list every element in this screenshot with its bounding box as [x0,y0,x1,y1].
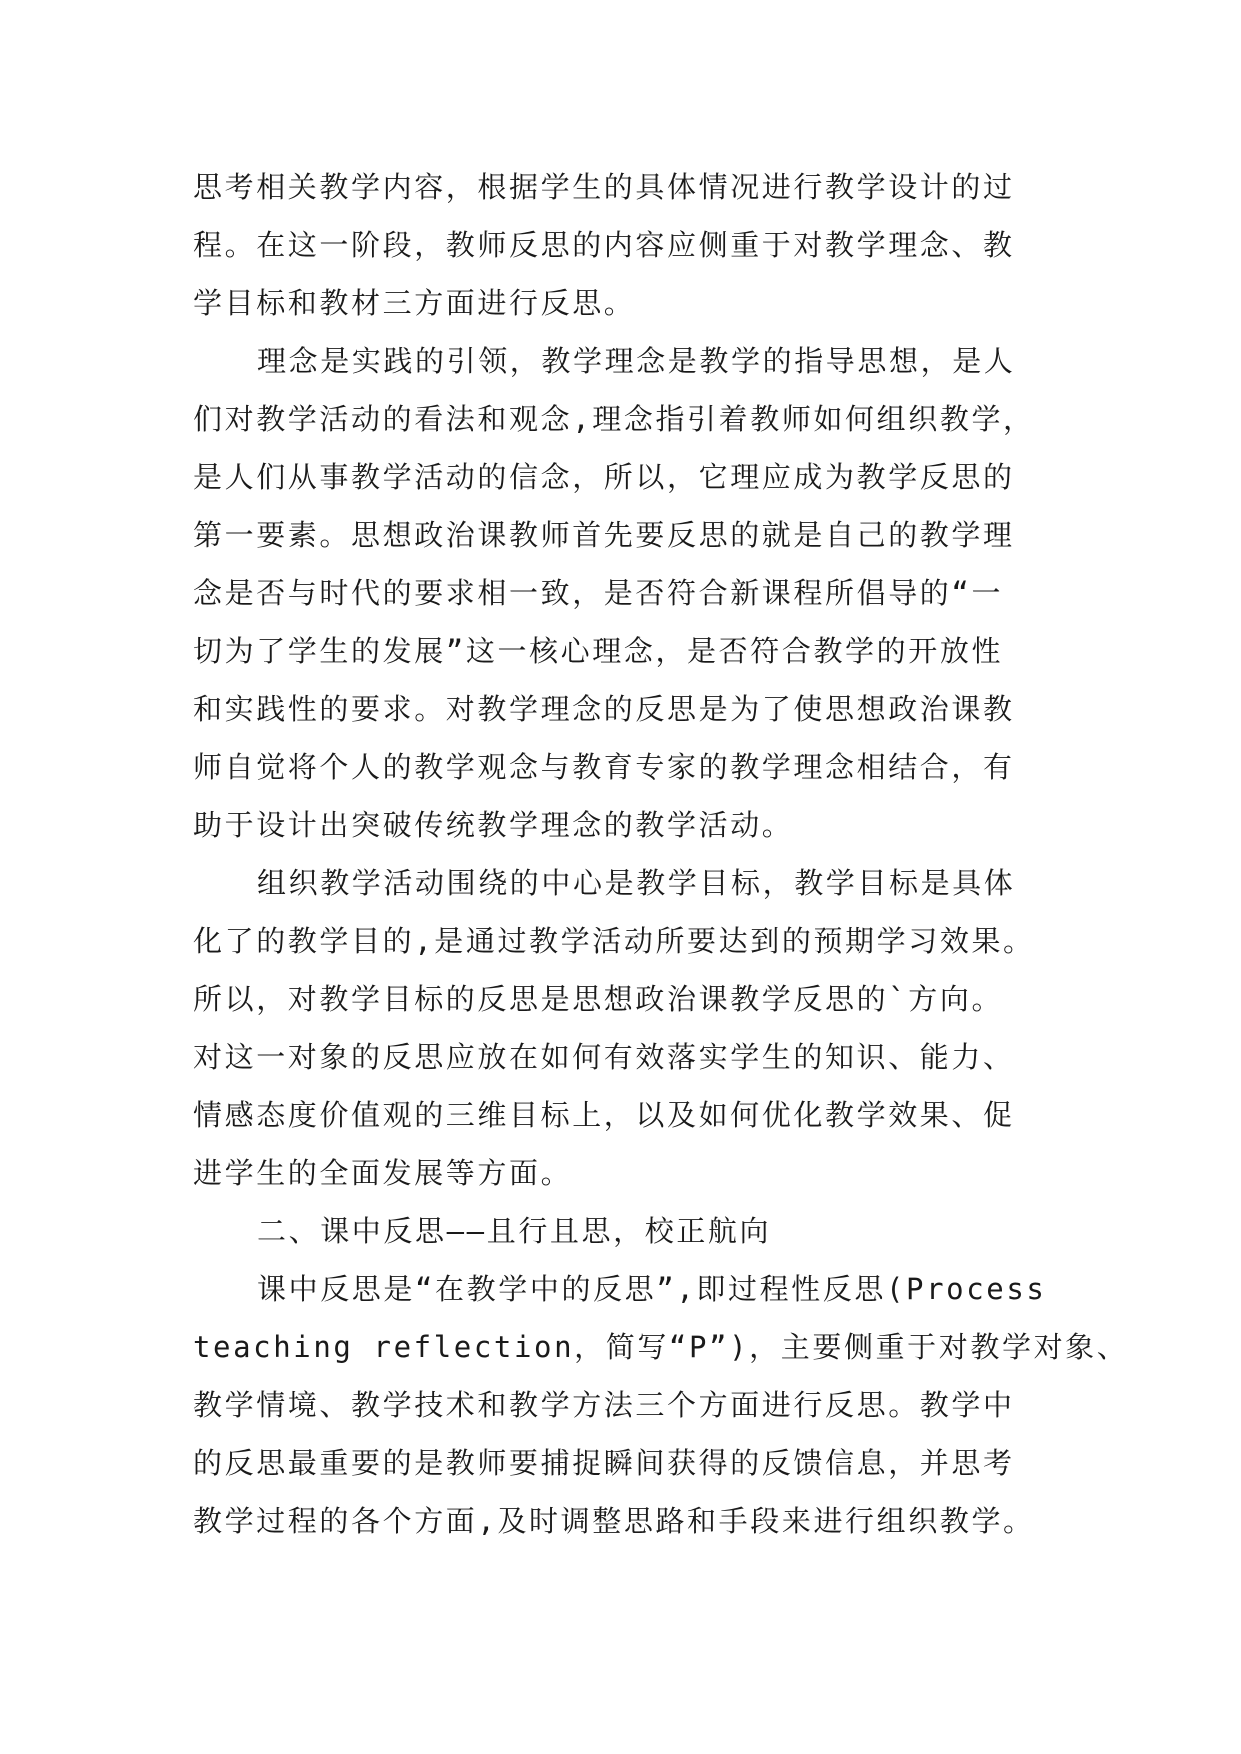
text-line: 师自觉将个人的教学观念与教育专家的教学理念相结合，有 [193,750,1015,784]
text-line: 程。在这一阶段，教师反思的内容应侧重于对教学理念、教 [193,228,1015,262]
text-line: 学目标和教材三方面进行反思。 [193,286,636,320]
text-line: 对这一对象的反思应放在如何有效落实学生的知识、能力、 [193,1040,1015,1074]
text-line: 所以，对教学目标的反思是思想政治课教学反思的`方向。 [193,982,1004,1016]
text-line: 组织教学活动围绕的中心是教学目标，教学目标是具体 [257,866,1016,900]
text-line: 教学情境、教学技术和教学方法三个方面进行反思。教学中 [193,1388,1015,1422]
text-line: 助于设计出突破传统教学理念的教学活动。 [193,808,794,842]
text-line: 是人们从事教学活动的信念，所以，它理应成为教学反思的 [193,460,1015,494]
text-line: teaching reflection，简写“P”)，主要侧重于对教学对象、 [193,1330,1129,1364]
text-line: 第一要素。思想政治课教师首先要反思的就是自己的教学理 [193,518,1015,552]
text-line: 理念是实践的引领，教学理念是教学的指导思想，是人 [257,344,1016,378]
text-line: 化了的教学目的,是通过教学活动所要达到的预期学习效果。 [193,924,1035,958]
text-line: 思考相关教学内容，根据学生的具体情况进行教学设计的过 [193,170,1015,204]
document-body [193,158,1129,1550]
text-line: 情感态度价值观的三维目标上，以及如何优化教学效果、促 [193,1098,1015,1132]
text-line: 念是否与时代的要求相一致，是否符合新课程所倡导的“一 [193,576,1004,610]
text-line: 和实践性的要求。对教学理念的反思是为了使思想政治课教 [193,692,1015,726]
text-line: 们对教学活动的看法和观念,理念指引着教师如何组织教学， [193,402,1035,436]
text-line: 的反思最重要的是教师要捕捉瞬间获得的反馈信息，并思考 [193,1446,1015,1480]
text-line: 进学生的全面发展等方面。 [193,1156,573,1190]
text-line: 切为了学生的发展”这一核心理念，是否符合教学的开放性 [193,634,1004,668]
text-line: 教学过程的各个方面,及时调整思路和手段来进行组织教学。 [193,1504,1035,1538]
text-line: 二、课中反思——且行且思，校正航向 [257,1214,772,1248]
text-line: 课中反思是“在教学中的反思”,即过程性反思(Process [257,1272,1047,1306]
